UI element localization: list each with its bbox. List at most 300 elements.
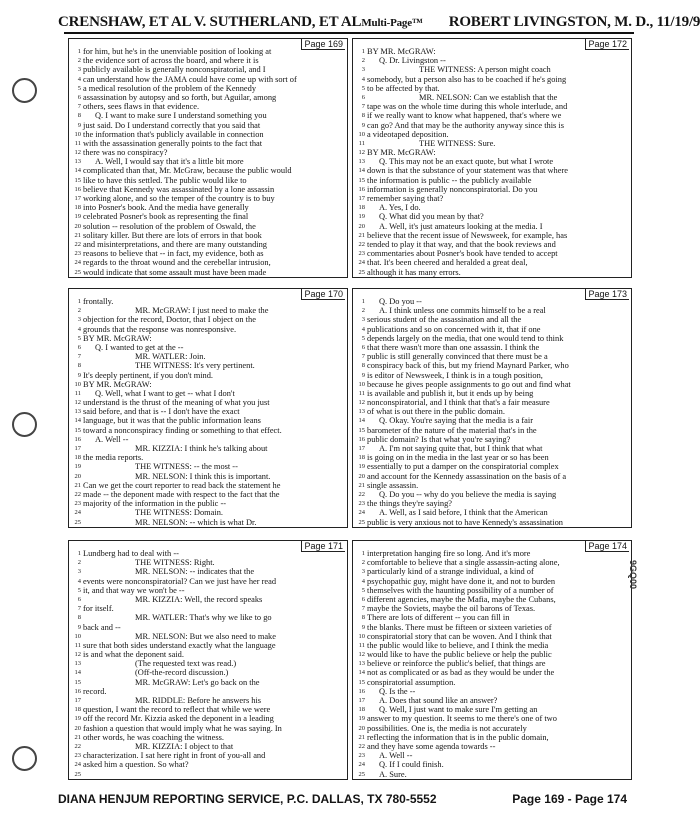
transcript-line (69, 687, 349, 696)
line-number: 14 (74, 669, 81, 677)
transcript-line (353, 490, 633, 499)
transcript-line (353, 334, 633, 343)
line-number: 21 (358, 733, 365, 741)
page-number: Page 174 (585, 541, 629, 552)
transcript-line (69, 222, 349, 231)
transcript-page (352, 540, 632, 780)
transcript-lines (353, 549, 633, 779)
line-text: the public would like to believe, and I think the media (367, 640, 549, 650)
transcript-line (353, 176, 633, 185)
line-text: to be affected by that. (367, 83, 440, 93)
line-number: 5 (361, 334, 365, 342)
line-text: working alone, and so the temper of the country is to buy (83, 194, 275, 203)
transcript-line (69, 508, 349, 517)
transcript-line (353, 751, 633, 760)
line-text: A. I think unless one commits himself to be a real (379, 306, 546, 316)
line-text: Q. Do you -- (379, 297, 422, 306)
line-number: 7 (361, 353, 365, 361)
transcript-line (69, 389, 349, 398)
line-text: depends largely on the media, that one would tend to think (367, 333, 564, 343)
transcript-line (69, 770, 349, 779)
line-text: the blanks. There must be fifteen or sixteen varieties of (367, 622, 552, 632)
transcript-line (69, 203, 349, 212)
transcript-line (69, 325, 349, 334)
line-number: 20 (358, 472, 365, 480)
line-text: because he gives people assignments to go out and find what (367, 379, 571, 389)
line-number: 12 (358, 149, 365, 157)
line-text: MR. KIZZIA: Well, the record speaks (135, 594, 263, 604)
line-text: down is that the substance of your statement was that where (367, 166, 568, 176)
transcript-line (69, 352, 349, 361)
line-number: 18 (358, 204, 365, 212)
line-number: 13 (74, 158, 81, 166)
transcript-line (69, 659, 349, 668)
transcript-line (69, 75, 349, 84)
transcript-line (69, 398, 349, 407)
transcript-line (69, 724, 349, 733)
line-number: 24 (358, 509, 365, 517)
line-text: THE WITNESS: -- the most -- (135, 462, 238, 472)
transcript-line (69, 130, 349, 139)
line-text: THE WITNESS: Sure. (419, 138, 496, 148)
line-text: interpretation hanging fire so long. And it's more (367, 549, 531, 558)
line-text: Q. Well, what I want to get -- what I don't (95, 388, 235, 398)
line-text: reasons to believe that -- in fact, my evidence, both as (83, 249, 264, 259)
line-text: MR. WATLER: Join. (135, 352, 206, 362)
transcript-line (69, 632, 349, 641)
transcript-line (69, 249, 349, 258)
line-number: 8 (361, 614, 365, 622)
line-text: conspiratorial assumption. (367, 677, 456, 687)
line-number: 6 (77, 343, 81, 351)
transcript-line (69, 549, 349, 558)
line-number: 14 (358, 167, 365, 175)
line-number: 10 (358, 380, 365, 388)
binder-holes (0, 0, 50, 824)
transcript-line (69, 462, 349, 471)
transcript-line (69, 258, 349, 267)
transcript-line (69, 714, 349, 723)
line-text: for him, but he's in the unenviable position of looking at (83, 47, 272, 56)
line-text: serious student of the assassination and all the (367, 315, 522, 325)
transcript-line (69, 751, 349, 760)
line-number: 23 (358, 250, 365, 258)
transcript-line (353, 315, 633, 324)
line-text: can go? And that may be the authority anyway since this is (367, 120, 564, 130)
page-number: Page 173 (585, 289, 629, 300)
transcript-line (69, 499, 349, 508)
line-text: Q. I wanted to get at the -- (95, 342, 184, 352)
line-text: Can we get the court reporter to read back the statement he (83, 480, 281, 490)
line-text: can understand how the JAMA could have come up with sort of (83, 74, 297, 84)
line-text: Q. Okay. You're saying that the media is a fair (379, 416, 534, 426)
line-text: events were nonconspiratorial? Can we just have her read (83, 576, 277, 586)
transcript-line (353, 650, 633, 659)
transcript-line (69, 623, 349, 632)
transcript-lines (69, 47, 349, 277)
line-text: is going on in the media in the last year or so has been (367, 453, 549, 463)
transcript-line (353, 84, 633, 93)
transcript-line (353, 352, 633, 361)
transcript-lines (69, 549, 349, 779)
line-text: is editor of Newsweek, I think is in a tough position, (367, 370, 543, 380)
transcript-line (69, 297, 349, 306)
transcript-line (353, 102, 633, 111)
line-number: 3 (361, 316, 365, 324)
transcript-line (69, 212, 349, 221)
line-number: 11 (74, 389, 81, 397)
transcript-lines (69, 297, 349, 527)
line-number: 9 (361, 623, 365, 631)
line-text: record. (83, 686, 107, 696)
line-number: 5 (77, 84, 81, 92)
line-number: 3 (77, 568, 81, 576)
line-text: public domain? Is that what you're saying? (367, 434, 511, 444)
line-text: is and what the deponent said. (83, 650, 184, 660)
transcript-line (353, 139, 633, 148)
transcript-line (353, 586, 633, 595)
line-text: MR. NELSON: -- indicates that the (135, 567, 255, 577)
line-text: that there wasn't more than one assassin. I think the (367, 342, 540, 352)
transcript-line (69, 595, 349, 604)
line-number: 6 (361, 343, 365, 351)
line-text: Q. If I could finish. (379, 760, 444, 770)
line-text: complicated than that, Mr. McGraw, because the public would (83, 166, 292, 176)
line-text: toward a nonconspiracy finding or something to that effect. (83, 425, 282, 435)
line-number: 11 (358, 139, 365, 147)
transcript-line (353, 130, 633, 139)
line-number: 16 (74, 435, 81, 443)
line-number: 21 (74, 231, 81, 239)
transcript-line (353, 111, 633, 120)
transcript-line (353, 481, 633, 490)
transcript-line (353, 558, 633, 567)
line-text: grounds that the response was nonresponsive. (83, 324, 237, 334)
transcript-page (68, 540, 348, 780)
line-number: 14 (74, 417, 81, 425)
transcript-line (353, 567, 633, 576)
line-number: 24 (74, 761, 81, 769)
transcript-line (69, 760, 349, 769)
format-label: Multi-Page™ (361, 17, 423, 29)
transcript-line (353, 499, 633, 508)
line-text: MR. RIDDLE: Before he answers his (135, 696, 262, 705)
line-number: 25 (74, 518, 81, 526)
line-number: 23 (358, 752, 365, 760)
line-text: A. Sure. (379, 769, 407, 779)
transcript-line (69, 65, 349, 74)
line-text: nonconspiratorial, and I think that that's a fair measure (367, 398, 550, 408)
transcript-line (353, 623, 633, 632)
transcript-line (353, 687, 633, 696)
line-number: 15 (74, 426, 81, 434)
transcript-line (69, 586, 349, 595)
line-number: 2 (361, 307, 365, 315)
line-text: A. Well -- (379, 751, 413, 761)
transcript-line (353, 472, 633, 481)
transcript-line (353, 240, 633, 249)
transcript-line (353, 462, 633, 471)
line-number: 9 (361, 371, 365, 379)
line-number: 1 (361, 298, 365, 305)
line-text: barometer of the nature of the material that's in the (367, 425, 537, 435)
line-number: 13 (358, 158, 365, 166)
transcript-line (69, 361, 349, 370)
line-text: A. Well, I would say that it's a little bit more (95, 157, 244, 167)
line-number: 9 (77, 623, 81, 631)
transcript-line (69, 416, 349, 425)
line-number: 8 (77, 362, 81, 370)
transcript-line (353, 306, 633, 315)
transcript-line (69, 84, 349, 93)
transcript-line (353, 577, 633, 586)
line-text: fashion a question that would imply what he was saying. In (83, 723, 282, 733)
line-number: 1 (77, 550, 81, 557)
line-text: reflecting the information that is in the public domain, (367, 732, 549, 742)
line-text: the information is public -- the publicly available (367, 175, 532, 185)
line-text: It's deeply pertinent, if you don't mind. (83, 370, 214, 380)
transcript-line (353, 426, 633, 435)
transcript-line (69, 315, 349, 324)
line-number: 20 (358, 222, 365, 230)
line-number: 2 (77, 559, 81, 567)
transcript-line (69, 194, 349, 203)
line-text: There are lots of different -- you can fill in (367, 613, 510, 623)
line-text: believe or reinforce the public's belief, that things are (367, 659, 546, 669)
transcript-line (353, 75, 633, 84)
line-text: question, I want the record to reflect that while we were (83, 705, 271, 715)
line-text: A. Well -- (95, 434, 129, 444)
line-number: 16 (358, 687, 365, 695)
transcript-line (69, 56, 349, 65)
line-text: themselves with the haunting possibility of a number of (367, 585, 554, 595)
line-number: 23 (74, 500, 81, 508)
line-text: THE WITNESS: It's very pertinent. (135, 361, 255, 371)
line-number: 21 (358, 231, 365, 239)
transcript-line (69, 334, 349, 343)
transcript-line (353, 157, 633, 166)
line-number: 8 (77, 614, 81, 622)
line-number: 21 (74, 481, 81, 489)
line-text: not as complicated or as bad as they would be under the (367, 668, 555, 678)
line-text: somebody, but a person also has to be coached if he's going (367, 74, 567, 84)
reporting-service: DIANA HENJUM REPORTING SERVICE, P.C. DALLAS, TX 780-5552 (58, 792, 437, 806)
line-number: 18 (74, 706, 81, 714)
line-number: 6 (361, 93, 365, 101)
page-number: Page 172 (585, 39, 629, 50)
line-text: public is very anxious not to have Kennedy's assassination (367, 517, 563, 527)
line-number: 17 (74, 697, 81, 704)
document-footer (58, 792, 633, 806)
transcript-line (69, 577, 349, 586)
transcript-line (353, 613, 633, 622)
line-number: 5 (77, 334, 81, 342)
line-text: MR. NELSON: -- which is what Dr. (135, 517, 257, 527)
line-text: that. It's been cheered and heralded a great deal, (367, 258, 528, 268)
line-text: essentially to put a damper on the conspiratorial complex (367, 462, 559, 472)
line-text: back and -- (83, 622, 121, 632)
transcript-line (353, 641, 633, 650)
transcript-line (353, 194, 633, 203)
line-number: 21 (74, 733, 81, 741)
transcript-line (69, 705, 349, 714)
transcript-line (69, 696, 349, 705)
line-text: MR. NELSON: Can we establish that the (419, 92, 558, 102)
line-text: of what is out there in the public domain. (367, 407, 505, 417)
line-number: 25 (358, 770, 365, 778)
line-text: there was no conspiracy? (83, 148, 168, 158)
deponent-title: ROBERT LIVINGSTON, M. D., 11/19/9 (448, 14, 700, 30)
line-number: 16 (74, 687, 81, 695)
line-number: 13 (74, 408, 81, 416)
line-number: 16 (358, 435, 365, 443)
line-number: 12 (74, 651, 81, 659)
line-text: language, but it was that the public information leans (83, 416, 261, 426)
transcript-page (352, 38, 632, 278)
line-text: a medical resolution of the problem of the Kennedy (83, 83, 257, 93)
line-text: off the record Mr. Kizzia asked the deponent in a leading (83, 714, 274, 724)
line-text: conspiracy back of this, but my friend Maynard Parker, who (367, 361, 569, 371)
line-text: Q. Do you -- why do you believe the media is saying (379, 489, 557, 499)
line-number: 1 (361, 48, 365, 55)
line-number: 25 (358, 518, 365, 526)
transcript-line (69, 102, 349, 111)
line-text: said before, and that is -- I don't have the exact (83, 407, 240, 417)
line-text: others, sees flaws in that evidence. (83, 102, 200, 112)
line-text: it, and that way we won't be -- (83, 585, 185, 595)
transcript-line (69, 371, 349, 380)
line-number: 10 (358, 130, 365, 138)
line-text: single assassin. (367, 480, 419, 490)
line-number: 7 (361, 605, 365, 613)
line-text: other words, he was coaching the witness. (83, 732, 224, 742)
line-text: the things they're saying? (367, 499, 453, 509)
line-number: 18 (358, 706, 365, 714)
line-number: 1 (361, 550, 365, 557)
transcript-line (69, 472, 349, 481)
page-number: Page 170 (301, 289, 345, 300)
transcript-line (69, 733, 349, 742)
page-number: Page 171 (301, 541, 345, 552)
transcript-line (69, 231, 349, 240)
line-text: and misinterpretations, and there are many outstanding (83, 239, 267, 249)
transcript-line (353, 371, 633, 380)
line-text: tape was on the whole time during this whole interlude, and (367, 102, 568, 112)
transcript-line (353, 659, 633, 668)
line-text: different agencies, maybe the Mafia, maybe the Cubans, (367, 594, 556, 604)
transcript-line (69, 306, 349, 315)
transcript-line (69, 604, 349, 613)
transcript-line (69, 567, 349, 576)
line-text: THE WITNESS: Domain. (135, 508, 224, 518)
line-number: 12 (74, 399, 81, 407)
line-text: Q. Is the -- (379, 686, 416, 696)
line-text: particularly kind of a strange individual, a kind of (367, 567, 534, 577)
line-text: although it has many errors. (367, 267, 461, 277)
line-text: assassination by autopsy and so forth, but Aguilar, among (83, 92, 277, 102)
transcript-line (353, 508, 633, 517)
line-number: 7 (361, 103, 365, 111)
transcript-page (352, 288, 632, 528)
line-number: 4 (361, 577, 365, 585)
transcript-line (353, 453, 633, 462)
line-number: 2 (361, 559, 365, 567)
line-number: 4 (77, 577, 81, 585)
transcript-line (353, 742, 633, 751)
line-text: remember saying that? (367, 194, 444, 203)
line-number: 6 (361, 595, 365, 603)
line-number: 20 (358, 724, 365, 732)
line-number: 14 (74, 167, 81, 175)
line-text: possibilities. One is, the media is not accurately (367, 723, 527, 733)
page-number: Page 169 (301, 39, 345, 50)
line-text: and account for the Kennedy assassination on the basis of a (367, 471, 567, 481)
binder-hole (12, 412, 37, 437)
line-number: 20 (74, 724, 81, 732)
transcript-line (353, 47, 633, 56)
transcript-line (69, 343, 349, 352)
line-text: MR. McGRAW: I just need to make the (135, 306, 269, 316)
transcript-line (69, 650, 349, 659)
line-number: 15 (358, 176, 365, 184)
line-number: 13 (358, 660, 365, 668)
transcript-line (69, 481, 349, 490)
line-number: 17 (74, 195, 81, 202)
line-number: 7 (77, 605, 81, 613)
line-number: 20 (74, 222, 81, 230)
transcript-line (353, 258, 633, 267)
line-number: 17 (74, 445, 81, 452)
line-number: 25 (74, 268, 81, 276)
line-text: with the assassination generally points to the fact that (83, 138, 263, 148)
line-number: 19 (74, 715, 81, 723)
line-text: sure that both sides understand exactly what the language (83, 640, 276, 650)
line-number: 15 (74, 176, 81, 184)
line-text: commentaries about Posner's book have tended to accept (367, 249, 558, 259)
line-text: MR. McGRAW: Let's go back on the (135, 677, 260, 687)
line-number: 7 (77, 353, 81, 361)
line-text: MR. WATLER: That's why we like to go (135, 613, 272, 623)
line-number: 10 (74, 130, 81, 138)
line-number: 1 (77, 48, 81, 55)
line-number: 23 (74, 752, 81, 760)
transcript-line (69, 668, 349, 677)
transcript-line (353, 222, 633, 231)
transcript-line (353, 435, 633, 444)
line-text: is available and publish it, but it ends up by being (367, 388, 534, 398)
line-text: objection for the record, Doctor, that I object on the (83, 315, 256, 325)
line-number: 8 (361, 112, 365, 120)
line-text: public is still generally convinced that there must be a (367, 352, 548, 362)
line-text: if we really want to know what happened, that's where we (367, 111, 562, 121)
line-text: maybe the Soviets, maybe the oil barons of Texas. (367, 604, 536, 614)
line-number: 10 (358, 632, 365, 640)
transcript-line (353, 203, 633, 212)
line-text: MR. NELSON: I think this is important. (135, 471, 271, 481)
line-text: (The requested text was read.) (135, 659, 237, 669)
transcript-line (353, 696, 633, 705)
line-number: 11 (358, 389, 365, 397)
line-number: 8 (361, 362, 365, 370)
transcript-line (69, 490, 349, 499)
line-number: 19 (358, 463, 365, 471)
line-text: comfortable to believe that a single assassin-acting alone, (367, 558, 560, 568)
line-number: 14 (358, 669, 365, 677)
line-number: 22 (358, 490, 365, 498)
transcript-line (69, 157, 349, 166)
transcript-line (353, 185, 633, 194)
line-number: 19 (358, 213, 365, 221)
